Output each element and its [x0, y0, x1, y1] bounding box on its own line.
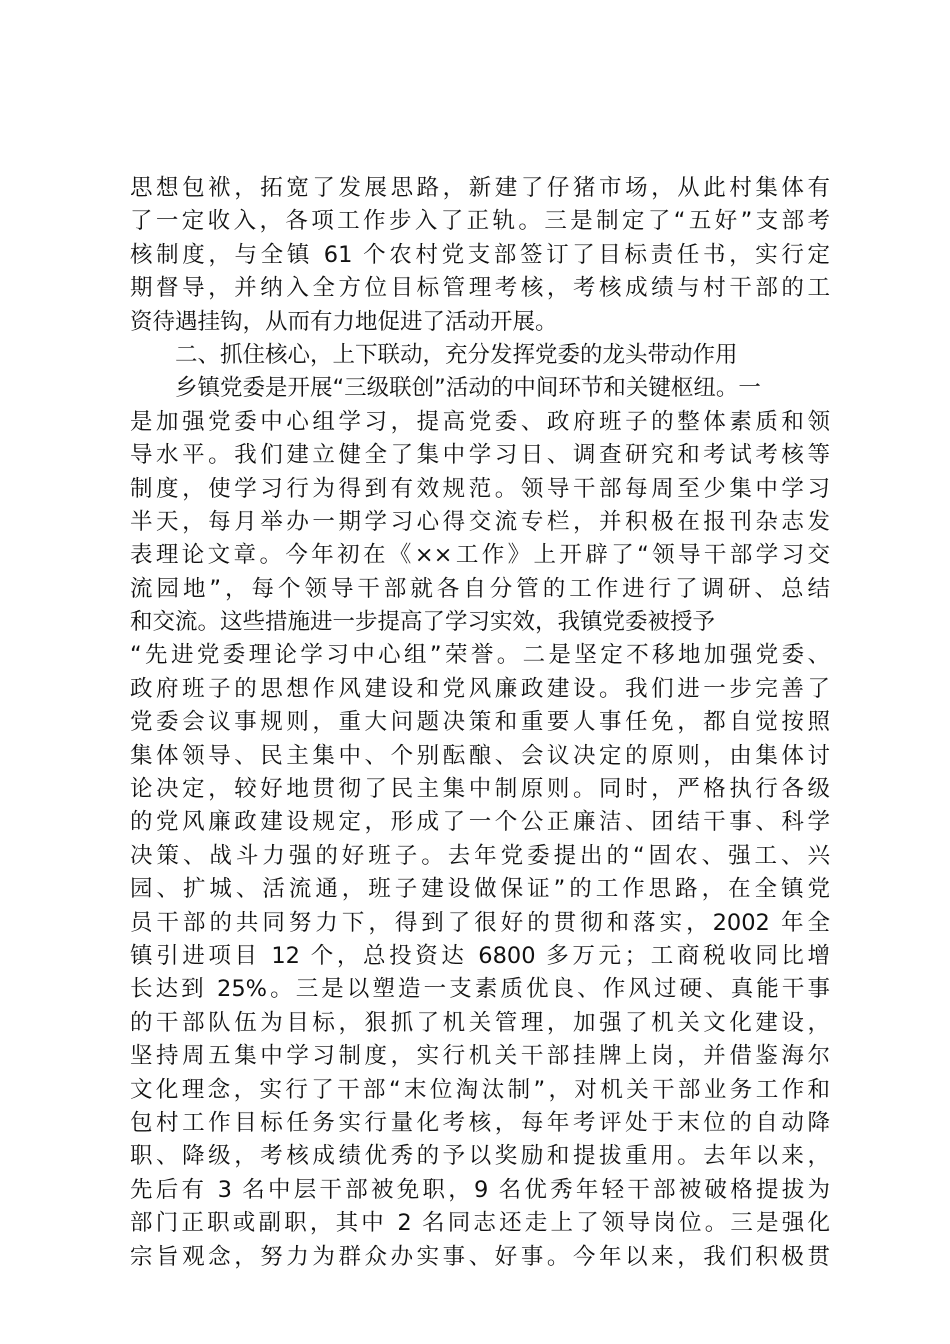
text-line: 决策、战斗力强的好班子。去年党委提出的“固农、强工、兴 — [130, 842, 830, 869]
text-line: 党委会议事规则，重大问题决策和重要人事任免，都自觉按照 — [130, 709, 830, 736]
text-line: 和交流。这些措施进一步提高了学习实效，我镇党委被授予 — [130, 609, 716, 636]
text-line: 乡镇党委是开展“三级联创”活动的中间环节和关键枢纽。一 — [175, 375, 761, 402]
text-line: 坚持周五集中学习制度，实行机关干部挂牌上岗，并借鉴海尔 — [130, 1043, 830, 1070]
text-line: 的党风廉政建设规定，形成了一个公正廉洁、团结干事、科学 — [130, 809, 830, 836]
text-line: 员干部的共同努力下，得到了很好的贯彻和落实，2002 年全 — [130, 909, 830, 936]
text-line: 资待遇挂钩，从而有力地促进了活动开展。 — [130, 308, 558, 335]
text-line: 先后有 3 名中层干部被免职，9 名优秀年轻干部被破格提拔为 — [130, 1176, 830, 1203]
text-line: 论决定，较好地贯彻了民主集中制原则。同时，严格执行各级 — [130, 776, 830, 803]
text-line: 导水平。我们建立健全了集中学习日、调查研究和考试考核等 — [130, 442, 830, 469]
text-line: 宗旨观念，努力为群众办实事、好事。今年以来，我们积极贯 — [130, 1243, 830, 1270]
text-line: 集体领导、民主集中、个别酝酿、会议决定的原则，由集体讨 — [130, 742, 830, 769]
text-line: 园、扩城、活流通，班子建设做保证”的工作思路，在全镇党 — [130, 876, 830, 903]
text-line: 思想包袱，拓宽了发展思路，新建了仔猪市场，从此村集体有 — [130, 175, 830, 201]
text-line: 文化理念，实行了干部“末位淘汰制”，对机关干部业务工作和 — [130, 1076, 830, 1103]
section-heading: 二、抓住核心，上下联动，充分发挥党委的龙头带动作用 — [175, 341, 738, 368]
text-line: 政府班子的思想作风建设和党风廉政建设。我们进一步完善了 — [130, 675, 830, 702]
document-body — [130, 172, 830, 1274]
text-line: 长达到 25%。三是以塑造一支素质优良、作风过硬、真能干事 — [130, 976, 830, 1003]
text-line: 的干部队伍为目标，狠抓了机关管理，加强了机关文化建设， — [130, 1009, 830, 1036]
text-line: 制度，使学习行为得到有效规范。领导干部每周至少集中学习 — [130, 475, 830, 502]
text-line: 职、降级，考核成绩优秀的予以奖励和提拔重用。去年以来， — [130, 1143, 830, 1170]
text-line: 了一定收入，各项工作步入了正轨。三是制定了“五好”支部考 — [130, 208, 830, 235]
text-line: 包村工作目标任务实行量化考核，每年考评处于末位的自动降 — [130, 1109, 830, 1136]
text-line: 流园地”，每个领导干部就各自分管的工作进行了调研、总结 — [130, 575, 830, 602]
text-line: 期督导，并纳入全方位目标管理考核，考核成绩与村干部的工 — [130, 275, 830, 302]
text-line: “先进党委理论学习中心组”荣誉。二是坚定不移地加强党委、 — [130, 642, 830, 669]
text-line: 半天，每月举办一期学习心得交流专栏，并积极在报刊杂志发 — [130, 508, 830, 535]
text-line: 是加强党委中心组学习，提高党委、政府班子的整体素质和领 — [130, 408, 830, 435]
text-line: 镇引进项目 12 个，总投资达 6800 多万元；工商税收同比增 — [130, 942, 830, 969]
text-line: 表理论文章。今年初在《××工作》上开辟了“领导干部学习交 — [130, 542, 830, 569]
text-line: 核制度，与全镇 61 个农村党支部签订了目标责任书，实行定 — [130, 241, 830, 268]
text-line: 部门正职或副职，其中 2 名同志还走上了领导岗位。三是强化 — [130, 1210, 830, 1237]
